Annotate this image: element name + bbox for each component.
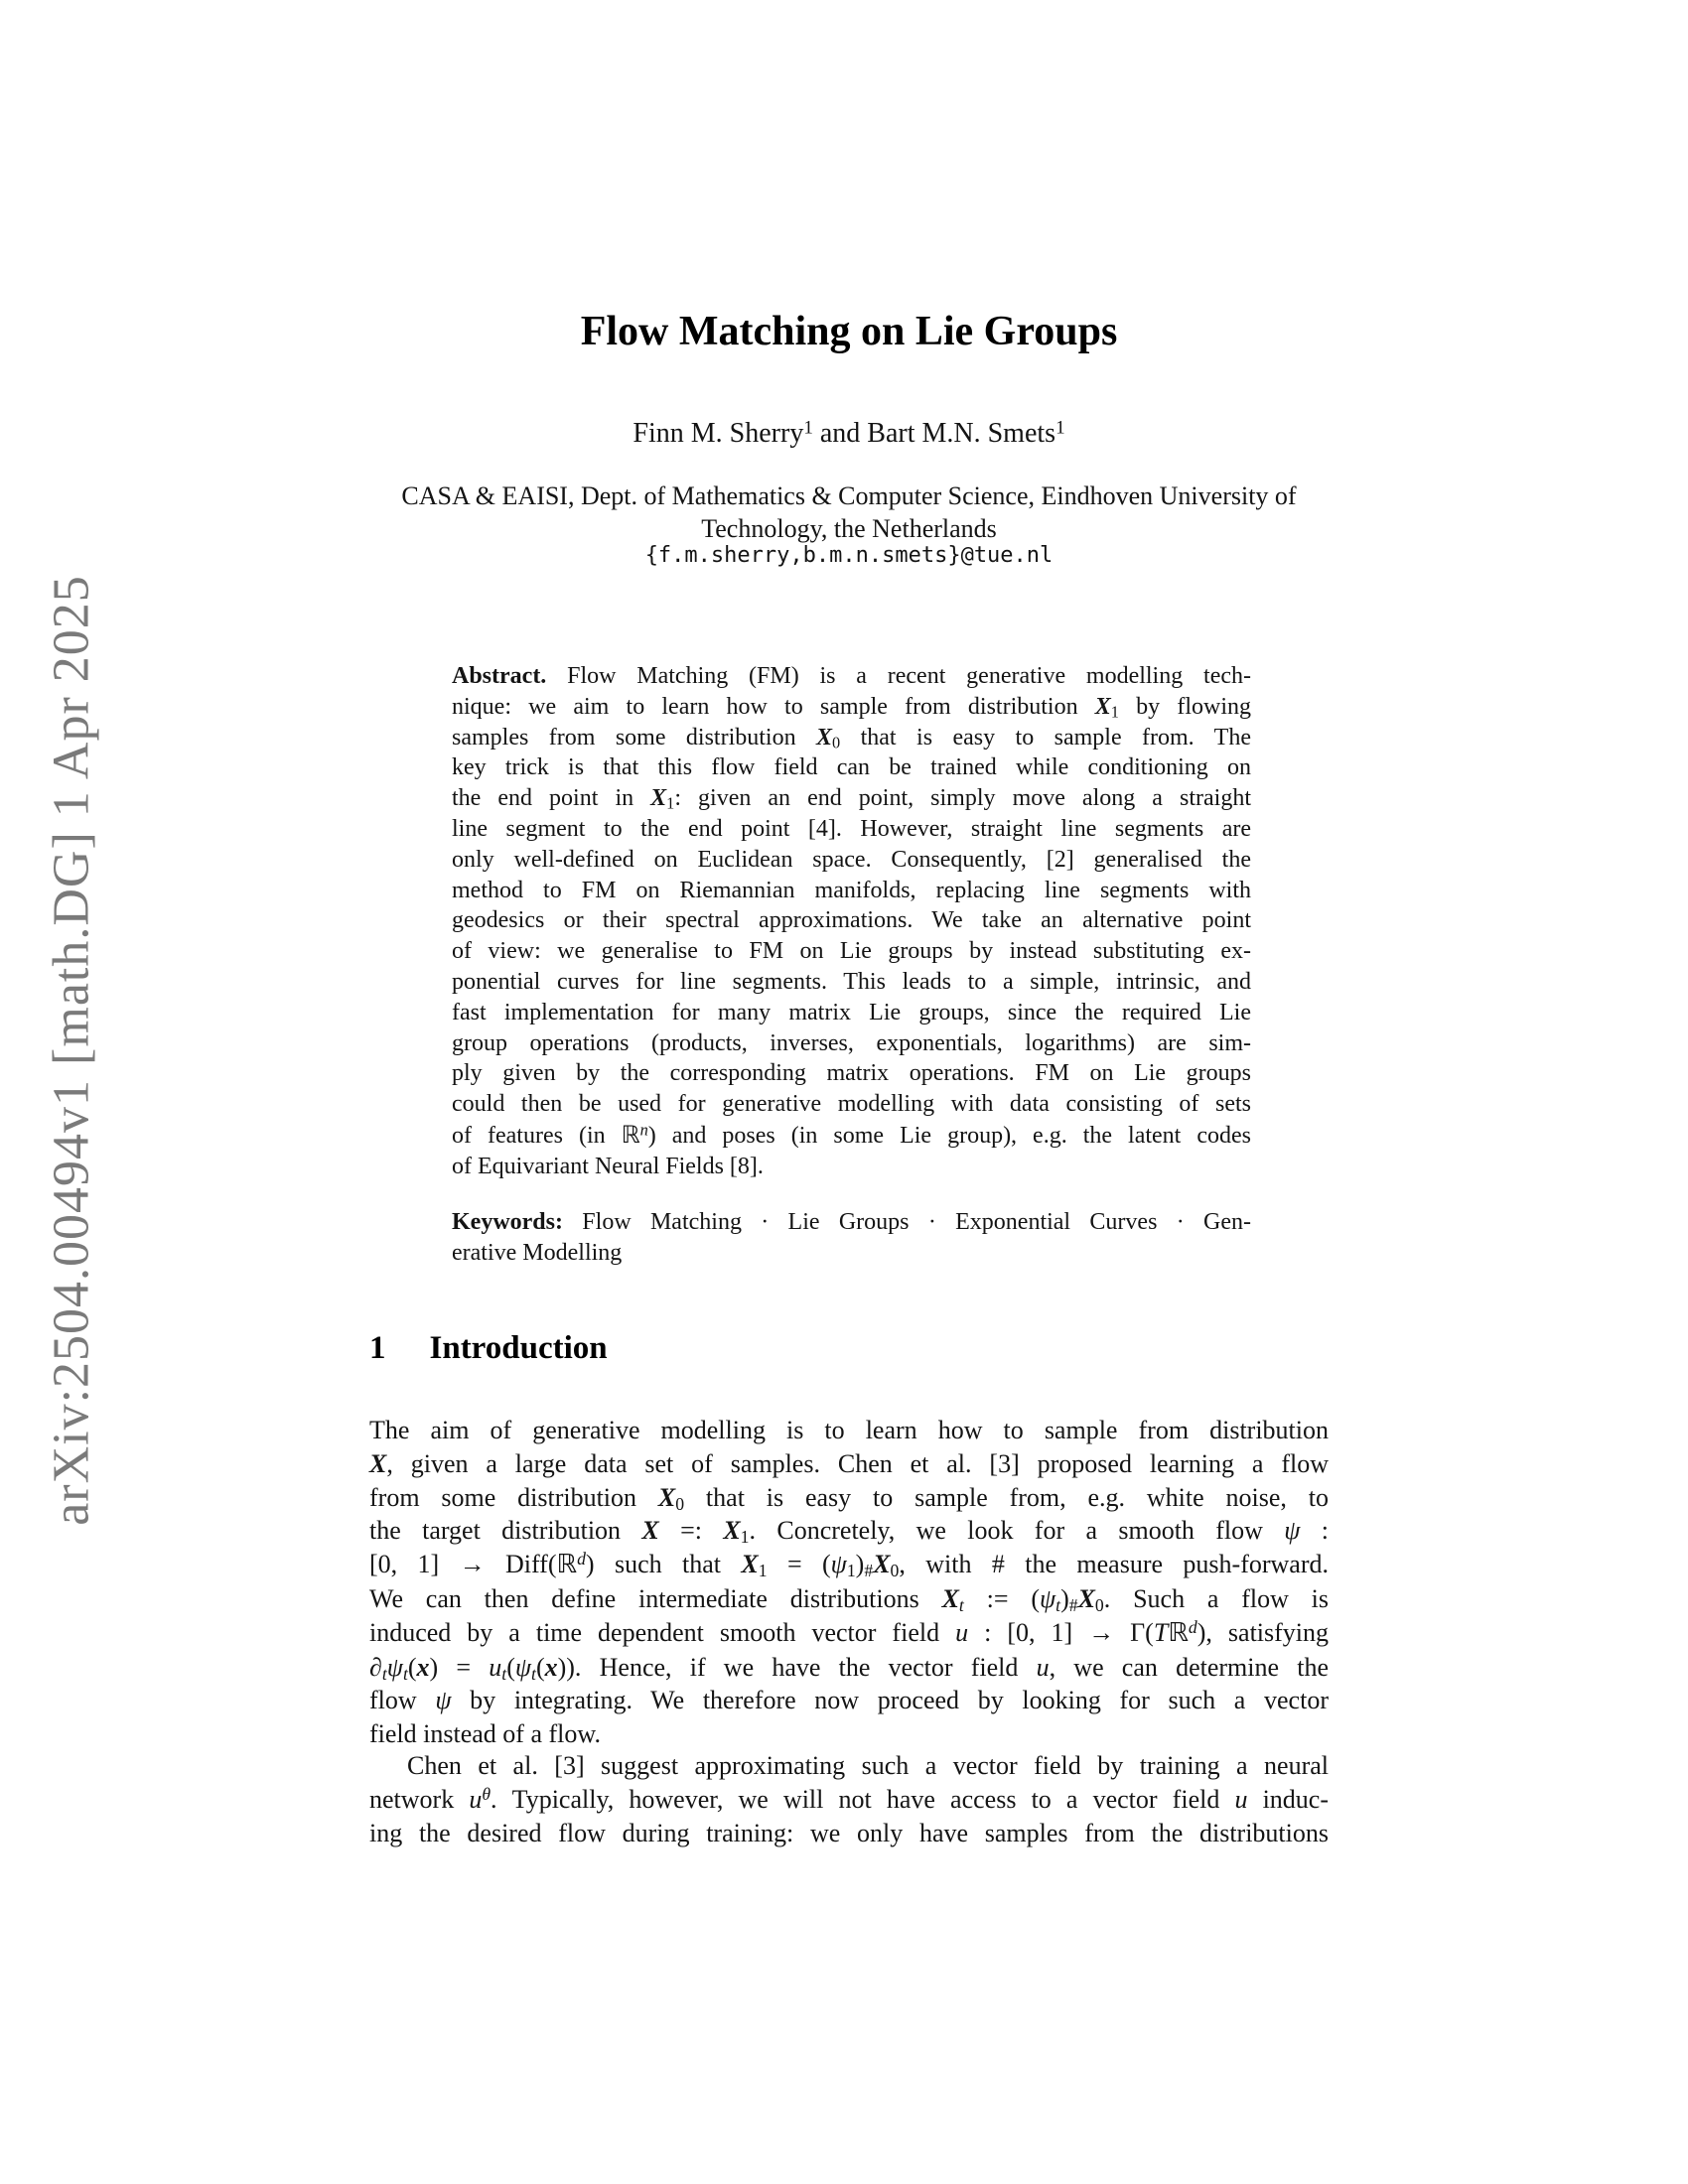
abstract-line: line segment to the end point [4]. However, straight line segments are xyxy=(452,815,1251,842)
body-line: The aim of generative modelling is to learn how to sample from distribution xyxy=(369,1416,1329,1444)
abstract-block xyxy=(452,661,1251,1182)
body-line: We can then define intermediate distributions $X_t$ := $(\psi_t)_{\#}X_0$. Such a flow is xyxy=(369,1583,1330,1615)
body-line: field instead of a flow. xyxy=(369,1719,601,1749)
body-line: Chen et al. [3] suggest approximating such a vector field by training a neural xyxy=(407,1751,1329,1780)
abstract-line: the end point in $X_1$: given an end point, simply move along a straight xyxy=(452,785,1251,813)
abstract-line: Abstract. Flow Matching (FM) is a recent generative modelling tech- xyxy=(452,663,1251,689)
body-line: network $u^\theta$. Typically, however, we will not have access to a vector field u induc- xyxy=(369,1783,1329,1814)
abstract-line: ponential curves for line segments. This leads to a simple, intrinsic, and xyxy=(452,968,1251,995)
abstract-line: of view: we generalise to FM on Lie groups by instead substituting ex- xyxy=(452,938,1251,965)
affiliation-line-2: Technology, the Netherlands xyxy=(701,514,997,543)
affiliation xyxy=(369,479,1329,545)
authors-email: {f.m.sherry,b.m.n.smets}@tue.nl xyxy=(644,543,1054,568)
section-title: Introduction xyxy=(429,1330,608,1366)
body-line: X, given a large data set of samples. Chen et al. [3] proposed learning a flow xyxy=(369,1448,1329,1478)
abstract-line: ply given by the corresponding matrix operations. FM on Lie groups xyxy=(452,1060,1251,1087)
abstract-line: nique: we aim to learn how to sample from distribution $X_1$ by flowing xyxy=(452,693,1251,722)
affiliation-line-1: CASA & EAISI, Dept. of Mathematics & Computer Science, Eindhoven University of xyxy=(401,481,1297,510)
abstract-line: key trick is that this flow field can be trained while conditioning on xyxy=(452,754,1251,781)
abstract-line: method to FM on Riemannian manifolds, replacing line segments with xyxy=(452,877,1251,903)
abstract-line: only well-defined on Euclidean space. Consequently, [2] generalised the xyxy=(452,846,1251,873)
section-number: 1 xyxy=(369,1330,386,1366)
arxiv-watermark: arXiv:2504.00494v1 [math.DG] 1 Apr 2025 xyxy=(43,575,100,1526)
keywords-block xyxy=(452,1207,1251,1269)
body-line: $\partial_t\psi_t(x) = u_t(\psi_t(x))$. Hence, if we have the vector field u, we can determine the xyxy=(369,1652,1330,1684)
body-line: ing the desired flow during training: we only have samples from the distributions xyxy=(369,1818,1329,1847)
paper-title: Flow Matching on Lie Groups xyxy=(580,309,1118,354)
abstract-line: geodesics or their spectral approximations. We take an alternative point xyxy=(452,907,1251,934)
abstract-line: of Equivariant Neural Fields [8]. xyxy=(452,1153,764,1179)
body-line: [0, 1] → Diff(ℝ$^d$) such that $X_1 = (\psi_1)_{\#}X_0$, with # the measure push-forward. xyxy=(369,1549,1329,1581)
abstract-line: group operations (products, inverses, exponentials, logarithms) are sim- xyxy=(452,1029,1251,1056)
intro-paragraph-1 xyxy=(369,1414,1329,1751)
abstract-line: of features (in ℝ$^n$) and poses (in some Lie group), e.g. the latent codes xyxy=(452,1120,1251,1149)
section-heading xyxy=(369,1330,608,1367)
body-line: the target distribution X =: $X_1$. Concretely, we look for a smooth flow ψ : xyxy=(369,1516,1329,1548)
abstract-line: fast implementation for many matrix Lie groups, since the required Lie xyxy=(452,999,1251,1025)
body-line: from some distribution $X_0$ that is easy to sample from, e.g. white noise, to xyxy=(369,1482,1329,1514)
body-line: induced by a time dependent smooth vector field u : [0, 1] → Γ(Tℝ$^d$), satisfying xyxy=(369,1616,1330,1648)
keywords-line: Keywords: Flow Matching · Lie Groups · Exponential Curves · Gen- xyxy=(452,1209,1251,1235)
abstract-line: samples from some distribution $X_0$ that is easy to sample from. The xyxy=(452,724,1251,752)
intro-paragraph-2 xyxy=(369,1749,1329,1849)
abstract-line: could then be used for generative modelling with data consisting of sets xyxy=(452,1091,1251,1118)
authors-line: Finn M. Sherry$^1$ and Bart M.N. Smets$^1$ xyxy=(633,417,1065,449)
keywords-line: erative Modelling xyxy=(452,1239,623,1266)
body-line: flow ψ by integrating. We therefore now proceed by looking for such a vector xyxy=(369,1686,1329,1715)
